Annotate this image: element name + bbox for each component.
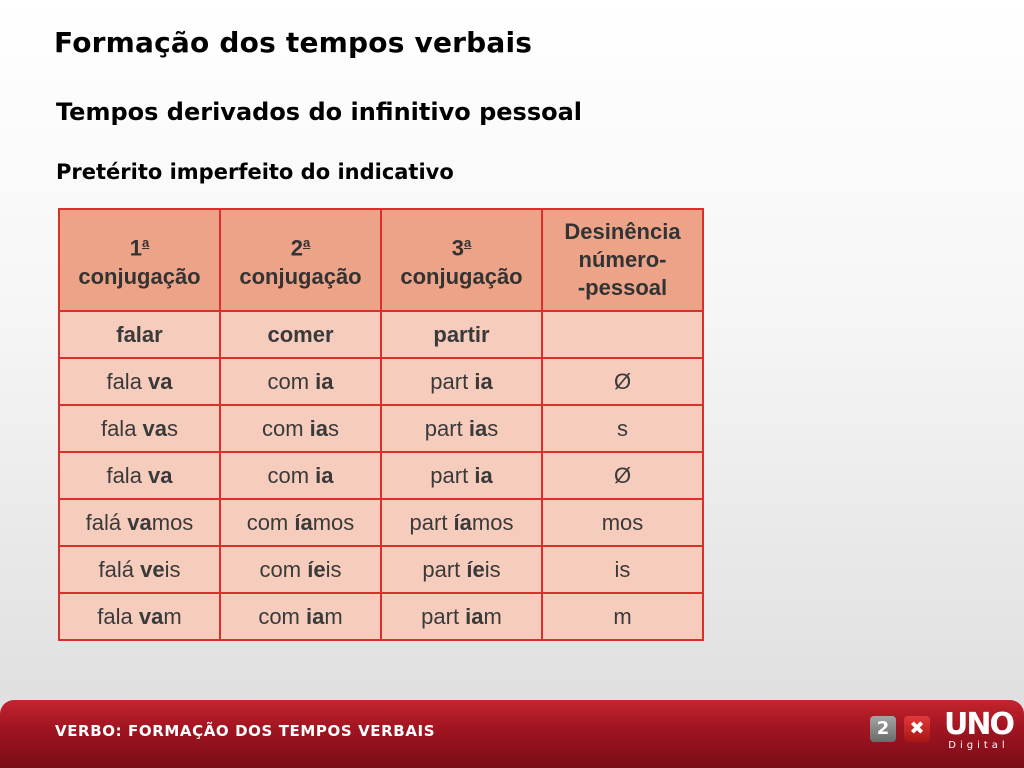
table-cell — [381, 499, 542, 546]
table-cell — [220, 358, 381, 405]
word-part: Ø — [613, 462, 632, 488]
page-subtitle: Tempos derivados do infinitivo pessoal — [56, 98, 583, 126]
word-part: part — [409, 509, 454, 535]
two-icon: 2 — [870, 716, 896, 742]
table-row — [59, 593, 703, 640]
word-part: is — [484, 556, 501, 582]
section-heading: Pretérito imperfeito do indicativo — [56, 160, 454, 184]
header-first-conjugation: 1$^a$ conjugação — [59, 209, 220, 311]
word-part: part — [421, 603, 466, 629]
table-cell — [381, 546, 542, 593]
footer-title: VERBO: FORMAÇÃO DOS TEMPOS VERBAIS — [55, 722, 436, 740]
header-third-conjugation: 3$^a$ conjugação — [381, 209, 542, 311]
word-part: fala — [100, 415, 143, 441]
word-part: com — [246, 509, 295, 535]
ending-part: va — [138, 603, 164, 629]
word-part: com — [259, 556, 308, 582]
table-cell — [220, 499, 381, 546]
table-cell — [220, 546, 381, 593]
ending-part: ia — [474, 368, 493, 394]
table-header-row — [59, 209, 703, 311]
word-part: part — [430, 368, 475, 394]
table-cell — [381, 593, 542, 640]
word-part: is — [164, 556, 181, 582]
header-desinence: Desinência número- -pessoal — [542, 209, 703, 311]
ending-part: ia — [474, 462, 493, 488]
table-row — [59, 358, 703, 405]
infinitive-cell: partir — [381, 311, 542, 358]
ending-part: ía — [453, 509, 472, 535]
word-part: part — [430, 462, 475, 488]
infinitive-cell: comer — [220, 311, 381, 358]
table-cell — [59, 546, 220, 593]
table-cell — [542, 405, 703, 452]
table-cell — [220, 405, 381, 452]
table-row — [59, 499, 703, 546]
word-part: mos — [601, 509, 644, 535]
header-second-conjugation: 2$^a$ conjugação — [220, 209, 381, 311]
word-part: com — [258, 603, 306, 629]
uno-digital-logo — [944, 707, 1013, 752]
table-cell — [59, 593, 220, 640]
table-cell — [220, 593, 381, 640]
ending-part: va — [142, 415, 168, 441]
table-cell — [381, 452, 542, 499]
word-part: falá — [98, 556, 141, 582]
table-cell — [381, 358, 542, 405]
word-part: Ø — [613, 368, 632, 394]
word-part: m — [483, 603, 502, 629]
table-cell — [59, 358, 220, 405]
ending-part: ía — [294, 509, 313, 535]
ending-part: va — [148, 462, 173, 488]
word-part: s — [167, 415, 179, 441]
word-part: m — [324, 603, 343, 629]
word-part: is — [614, 556, 631, 582]
table-cell — [59, 452, 220, 499]
infinitive-row — [59, 311, 703, 358]
table-cell — [542, 358, 703, 405]
word-part: s — [617, 415, 628, 441]
ending-part: ve — [140, 556, 165, 582]
word-part: part — [424, 415, 469, 441]
table-cell — [59, 499, 220, 546]
word-part: falá — [85, 509, 128, 535]
ending-part: va — [148, 368, 173, 394]
table-cell — [59, 405, 220, 452]
table-row — [59, 452, 703, 499]
close-x-icon: ✖ — [904, 716, 930, 742]
ending-part: íe — [466, 556, 485, 582]
word-part: mos — [151, 509, 194, 535]
ending-part: ia — [465, 603, 484, 629]
infinitive-cell — [542, 311, 703, 358]
table-cell — [381, 405, 542, 452]
word-part: fala — [106, 462, 149, 488]
word-part: part — [422, 556, 467, 582]
ending-part: ia — [315, 368, 334, 394]
table-cell — [542, 546, 703, 593]
ending-part: ia — [306, 603, 325, 629]
word-part: is — [325, 556, 342, 582]
table-cell — [542, 452, 703, 499]
logo-subtext: Digital — [948, 740, 1009, 751]
word-part: mos — [471, 509, 514, 535]
conjugation-table — [58, 208, 704, 641]
ending-part: ia — [468, 415, 488, 441]
ending-part: ia — [315, 462, 334, 488]
ending-part: íe — [307, 556, 326, 582]
word-part: s — [487, 415, 499, 441]
ending-part: va — [127, 509, 152, 535]
table-cell — [542, 593, 703, 640]
word-part: m — [613, 603, 632, 629]
ending-part: ia — [309, 415, 329, 441]
word-part: com — [261, 415, 310, 441]
word-part: s — [328, 415, 340, 441]
word-part: mos — [312, 509, 355, 535]
infinitive-cell: falar — [59, 311, 220, 358]
table-cell — [220, 452, 381, 499]
word-part: com — [267, 368, 316, 394]
table-cell — [542, 499, 703, 546]
word-part: com — [267, 462, 316, 488]
table-row — [59, 546, 703, 593]
logo-wordmark: UNO — [944, 707, 1013, 742]
page-title: Formação dos tempos verbais — [54, 26, 533, 59]
word-part: fala — [106, 368, 149, 394]
word-part: m — [163, 603, 182, 629]
footer-bar — [0, 700, 1024, 768]
table-row — [59, 405, 703, 452]
word-part: fala — [97, 603, 139, 629]
